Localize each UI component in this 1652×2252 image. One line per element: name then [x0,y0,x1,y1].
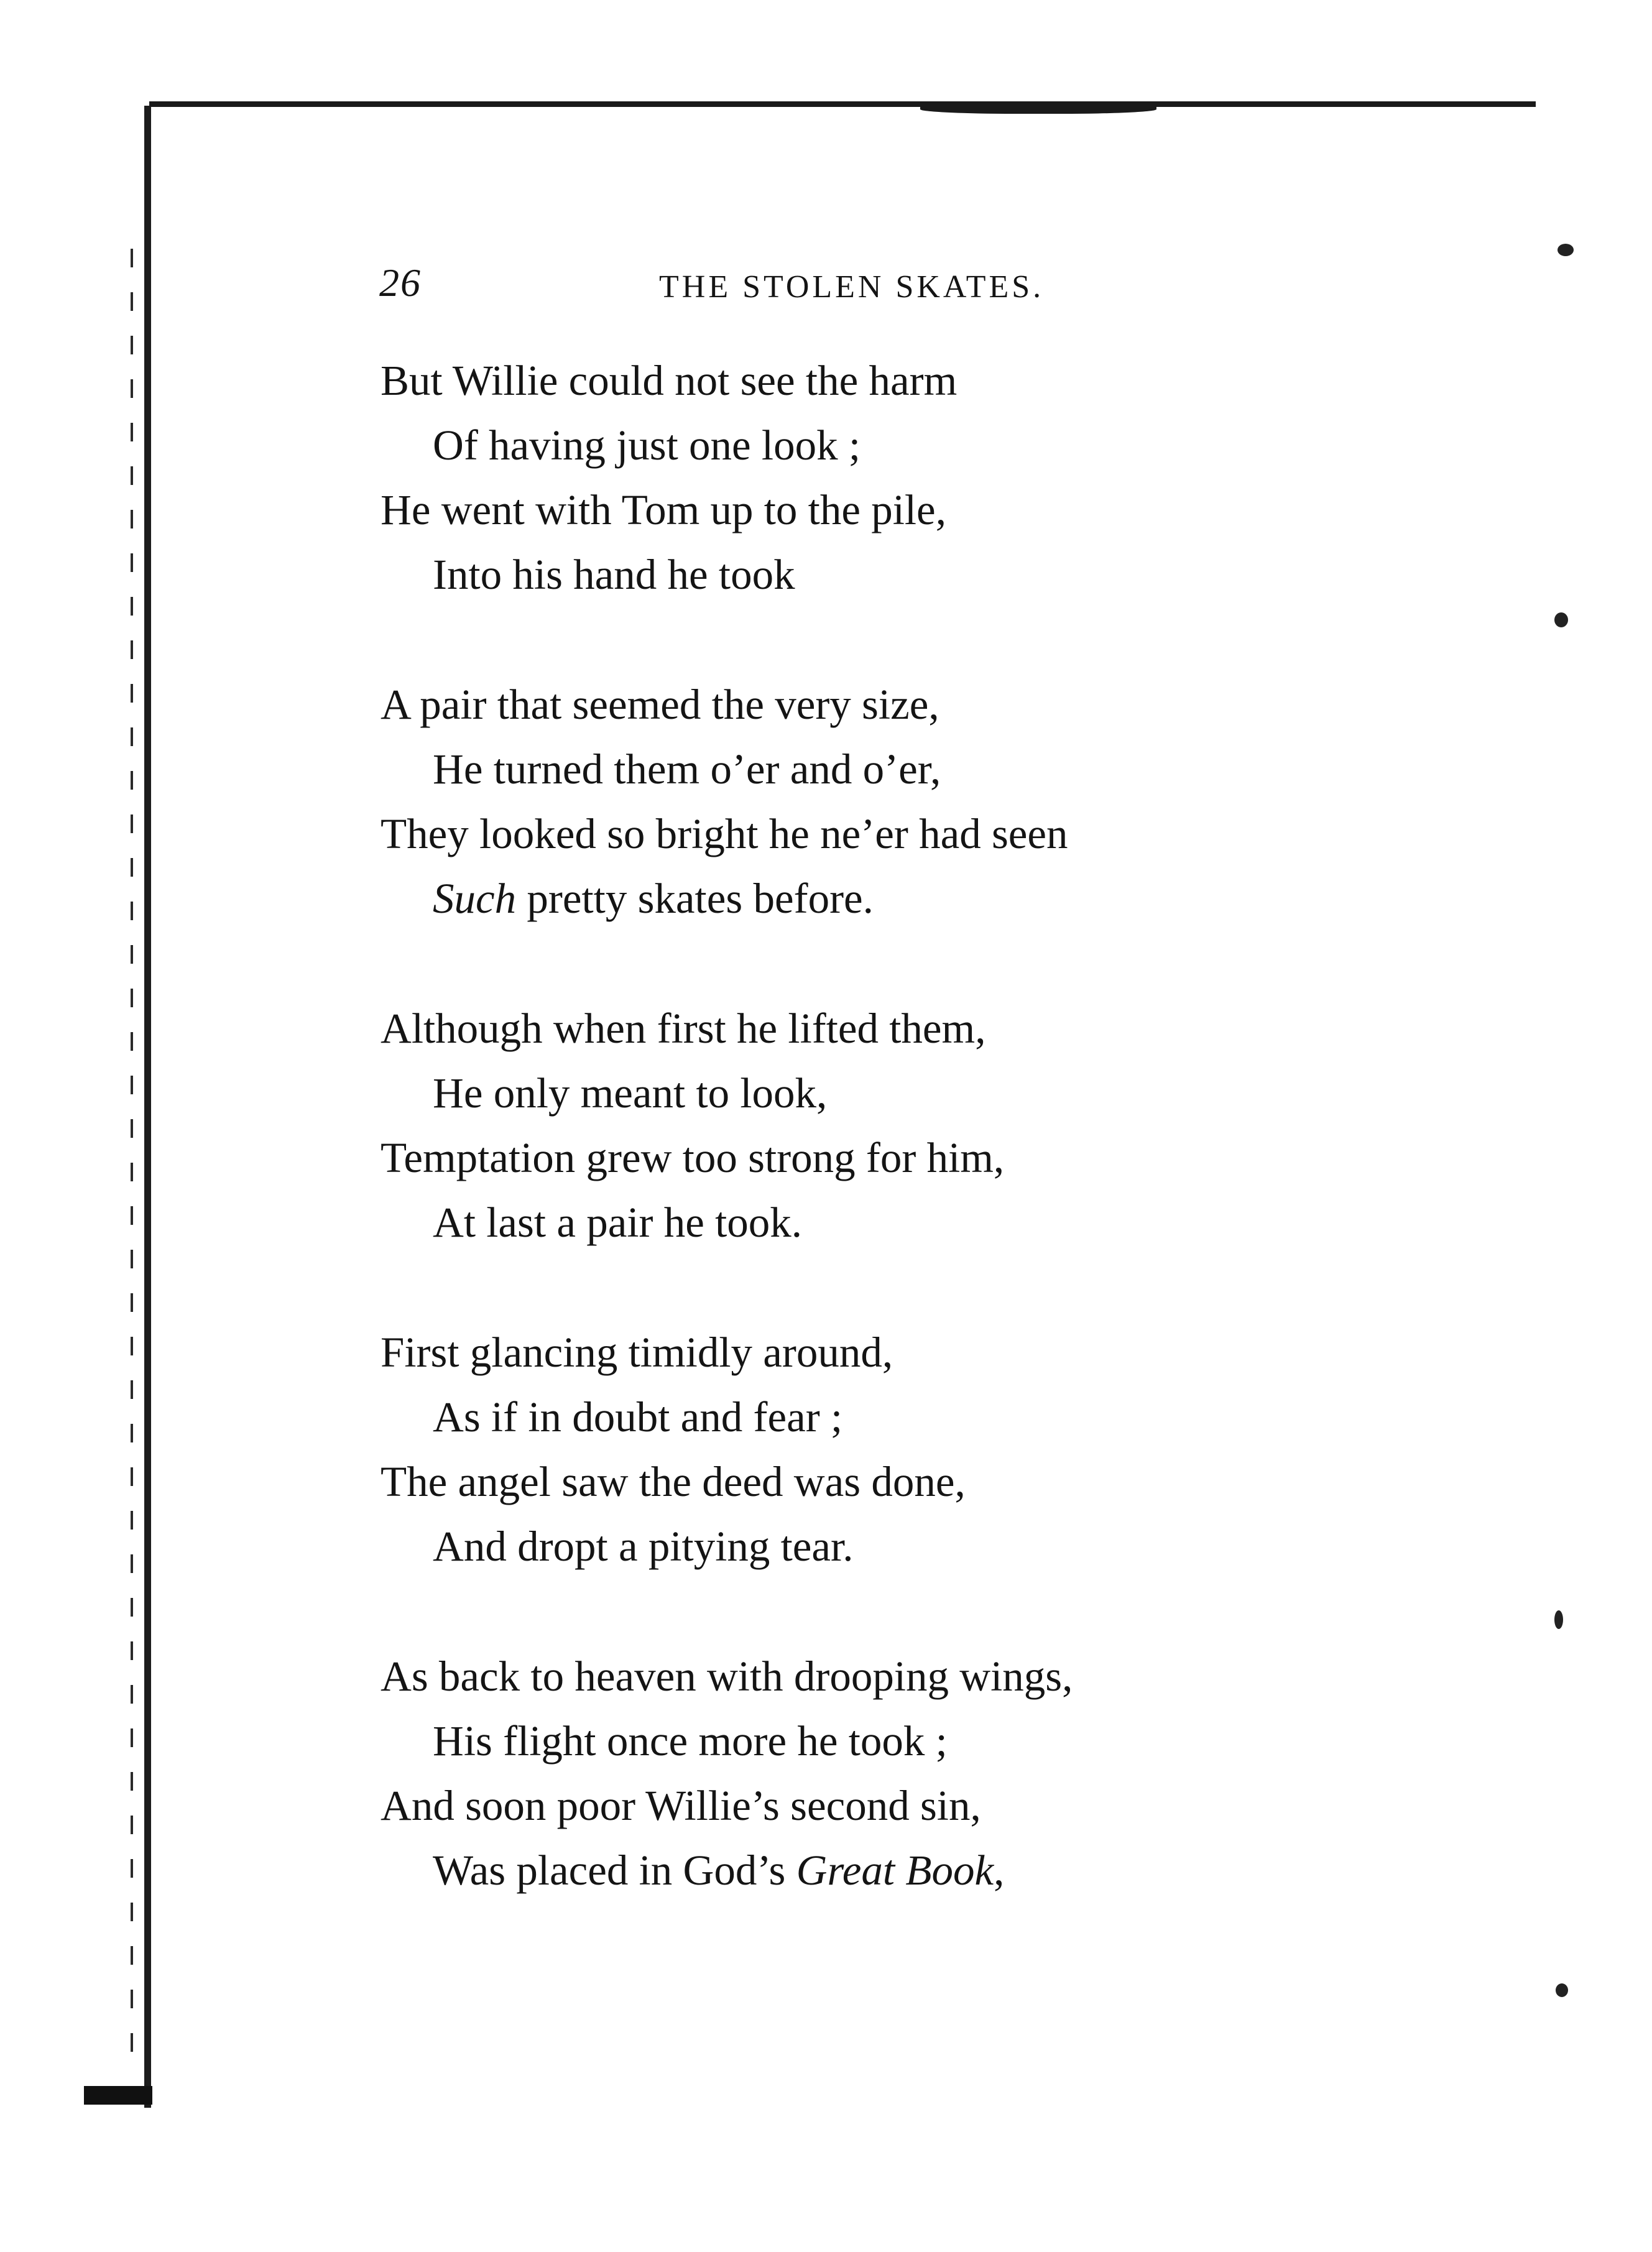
stanza [381,996,1313,1255]
poem-line: And soon poor Willie’s second sin, [381,1782,981,1829]
poem-line: As if in doubt and fear ; [433,1393,843,1441]
poem-line: Into his hand he took [433,551,795,598]
italic-phrase: Great Book [796,1847,994,1894]
poem-line: But Willie could not see the harm [381,357,958,404]
binding-edge [144,106,151,2108]
ink-speck [1556,1983,1568,1997]
stanza [381,1644,1313,1903]
running-title: THE STOLEN SKATES. [659,269,1045,305]
poem-line [381,1838,1313,1903]
binding-edge-dashes [131,249,133,2052]
poem-line: At last a pair he took. [433,1199,803,1246]
italic-word: Such [433,875,517,922]
poem-line [381,866,1313,931]
top-rule-border [149,101,1536,107]
page-number: 26 [379,261,422,305]
poem-line: He went with Tom up to the pile, [381,486,946,533]
ink-smudge [920,103,1156,114]
line-text: pretty skates before. [516,875,874,922]
ink-speck [1554,612,1568,627]
poem-line: Although when first he lifted them, [381,1005,986,1052]
poem-line: Temptation grew too strong for him, [381,1134,1005,1181]
ink-speck [1557,244,1574,256]
poem-line: And dropt a pitying tear. [433,1523,854,1570]
line-text: , [994,1847,1005,1894]
poem-line: The angel saw the deed was done, [381,1458,966,1505]
poem-line: His flight once more he took ; [433,1717,948,1765]
ink-speck [1554,1610,1563,1629]
poem-line: They looked so bright he ne’er had seen [381,810,1068,857]
binding-foot-mark [84,2086,152,2105]
poem [381,348,1313,1968]
poem-line: First glancing timidly around, [381,1329,893,1376]
poem-line: Of having just one look ; [433,422,861,469]
poem-line: As back to heaven with drooping wings, [381,1653,1073,1700]
stanza [381,672,1313,931]
running-head [379,260,1107,316]
poem-line: A pair that seemed the very size, [381,681,939,728]
stanza [381,348,1313,607]
line-text: Was placed in God’s [433,1847,796,1894]
poem-line: He turned them o’er and o’er, [433,745,941,793]
stanza [381,1320,1313,1579]
poem-line: He only meant to look, [433,1069,828,1117]
